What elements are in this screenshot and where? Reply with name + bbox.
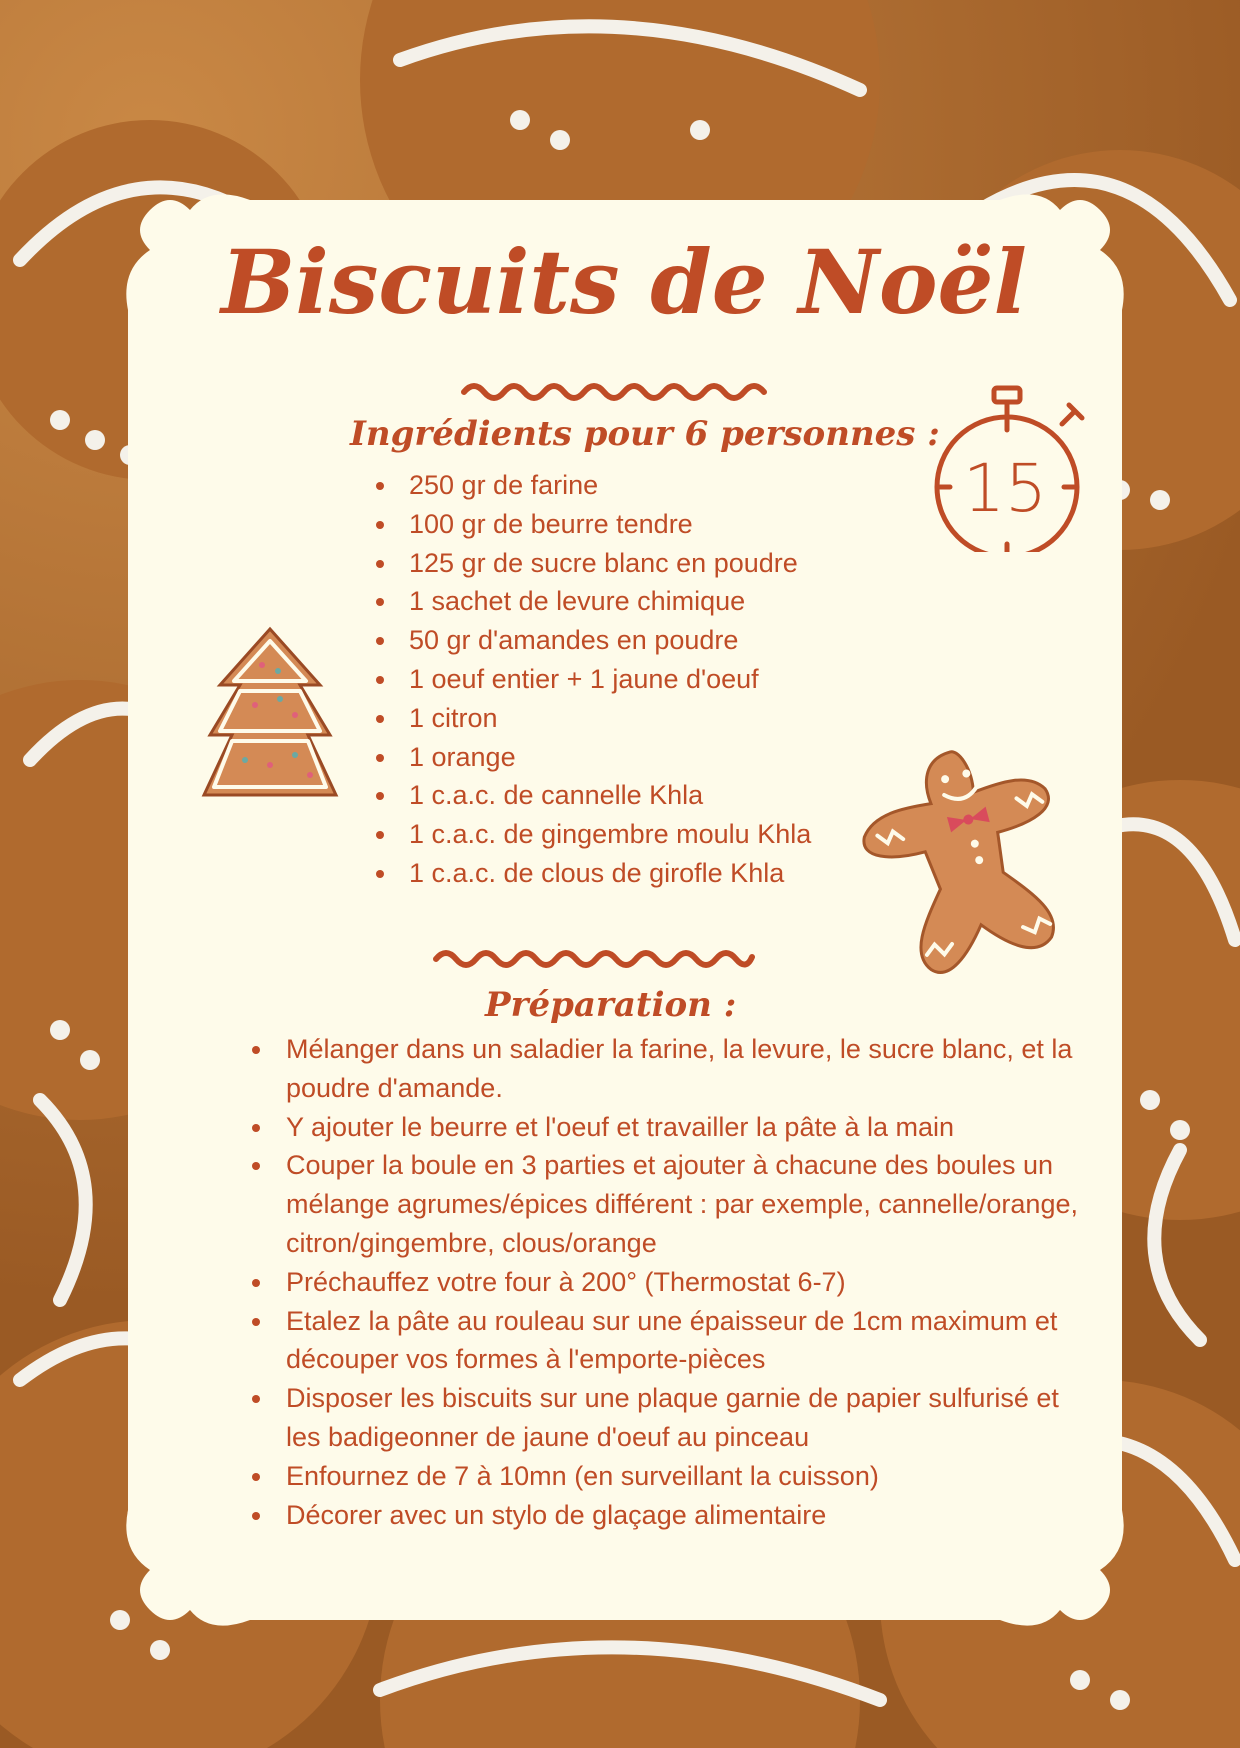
list-item: 250 gr de farine — [372, 466, 811, 505]
list-item: 1 sachet de levure chimique — [372, 582, 811, 621]
list-item: Décorer avec un stylo de glaçage alimentaire — [248, 1496, 1078, 1535]
list-item: 1 c.a.c. de gingembre moulu Khla — [372, 815, 811, 854]
list-item: 100 gr de beurre tendre — [372, 505, 811, 544]
list-item: Préchauffez votre four à 200° (Thermostat 6-7) — [248, 1263, 1078, 1302]
list-item: Etalez la pâte au rouleau sur une épaisseur de 1cm maximum et découper vos formes à l'emporte-pièces — [248, 1302, 1078, 1380]
list-item: Y ajouter le beurre et l'oeuf et travailler la pâte à la main — [248, 1108, 1078, 1147]
list-item: Couper la boule en 3 parties et ajouter à chacune des boules un mélange agrumes/épices différent : par exemple, cannelle/orange, citron/gingembre, clous/orange — [248, 1146, 1078, 1262]
list-item: 1 c.a.c. de clous de girofle Khla — [372, 854, 811, 893]
list-item: 50 gr d'amandes en poudre — [372, 621, 811, 660]
preparation-heading: Préparation : — [485, 985, 737, 1025]
list-item: 125 gr de sucre blanc en poudre — [372, 544, 811, 583]
list-item: 1 citron — [372, 699, 811, 738]
title-divider — [460, 378, 780, 402]
list-item: Enfournez de 7 à 10mn (en surveillant la cuisson) — [248, 1457, 1078, 1496]
list-item: Disposer les biscuits sur une plaque garnie de papier sulfurisé et les badigeonner de jaune d'oeuf au pinceau — [248, 1379, 1078, 1457]
preparation-list — [248, 1030, 1078, 1534]
list-item: 1 orange — [372, 738, 811, 777]
ingredients-heading: Ingrédients pour 6 personnes : — [350, 414, 940, 454]
recipe-title: Biscuits de Noël — [221, 230, 1027, 334]
gingerbread-tree-icon — [200, 625, 340, 815]
ingredients-list — [372, 466, 811, 893]
list-item: 1 oeuf entier + 1 jaune d'oeuf — [372, 660, 811, 699]
list-item: 1 c.a.c. de cannelle Khla — [372, 776, 811, 815]
section-divider — [432, 945, 757, 969]
list-item: Mélanger dans un saladier la farine, la levure, le sucre blanc, et la poudre d'amande. — [248, 1030, 1078, 1108]
timer-value: 15 — [963, 450, 1047, 527]
gingerbread-man-icon — [860, 738, 1100, 988]
